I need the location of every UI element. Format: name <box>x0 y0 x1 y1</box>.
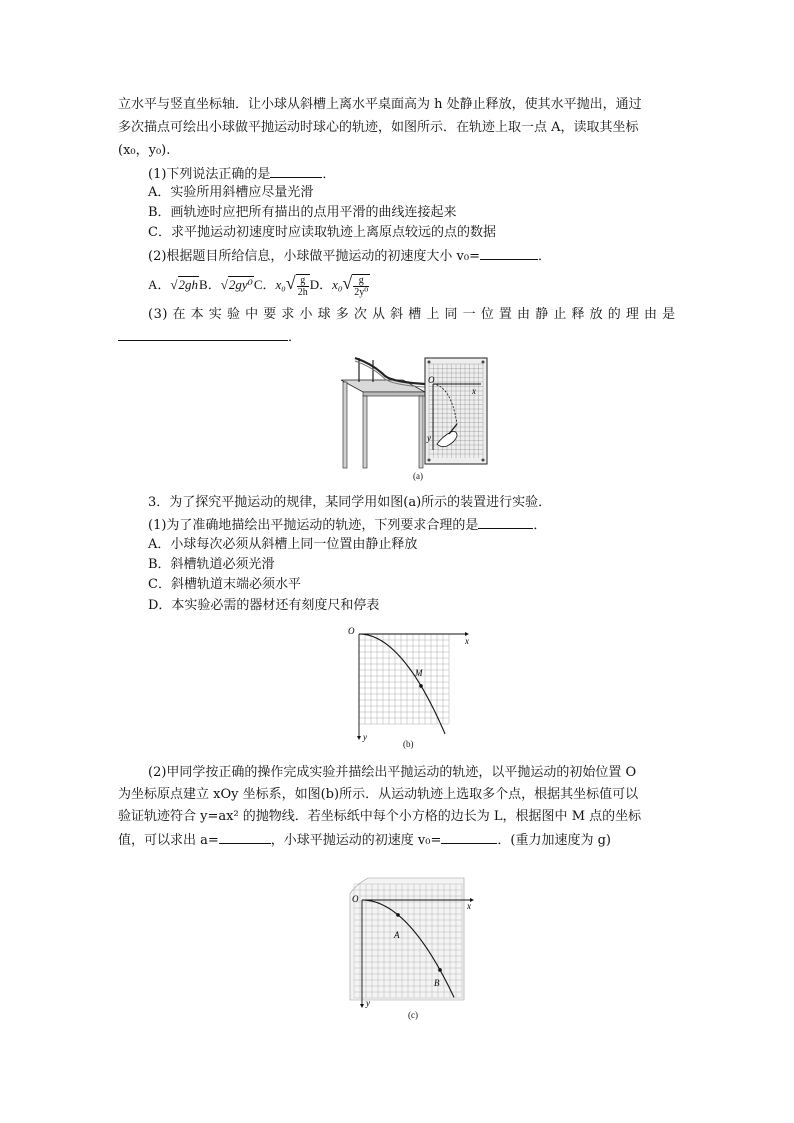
point-M <box>419 684 423 688</box>
y-axis-arrow <box>357 736 361 740</box>
figure-c-trajectory <box>340 876 480 1010</box>
table-leg <box>419 396 423 468</box>
answer-blank[interactable] <box>480 245 538 260</box>
q3-option-a: A．小球每次必须从斜槽上同一位置由静止释放 <box>148 537 418 552</box>
label-O: O <box>428 375 435 385</box>
choice-b-label: B． <box>199 277 221 292</box>
label-O: O <box>348 626 355 636</box>
q2-part1-text: (1)下列说法正确的是 <box>148 167 271 182</box>
answer-blank[interactable] <box>270 163 322 178</box>
board-screw <box>482 361 485 364</box>
q2-part3-end: ． <box>288 330 302 345</box>
q3-part1 <box>148 514 546 536</box>
label-x: x <box>465 636 469 646</box>
frac-den: 2h <box>297 287 308 299</box>
q3-option-c: C．斜槽轨道末端必须水平 <box>148 577 301 592</box>
sqrt-icon: √ <box>342 273 353 293</box>
choice-c-pre: x₀ <box>275 277 286 292</box>
intro-line-3: (x₀，y₀). <box>118 143 171 158</box>
intro-line-2: 多次描点可绘出小球做平抛运动时球心的轨迹，如图所示．在轨迹上取一点 A，读取其坐标 <box>118 120 639 135</box>
q3-part2-a-text: 值，可以求出 a= <box>118 833 219 848</box>
label-O: O <box>352 894 359 904</box>
choice-c-label: C． <box>253 277 276 292</box>
label-B: B <box>434 978 440 988</box>
board-screw <box>482 459 485 462</box>
figure-b-caption: (b) <box>403 739 414 749</box>
label-y: y <box>366 998 370 1008</box>
q2-part2-end: ． <box>538 249 552 264</box>
q2-part3-answer <box>118 326 301 348</box>
choice-a-expr: 2gh <box>178 277 199 292</box>
answer-blank[interactable] <box>441 829 497 844</box>
choice-a-label: A． <box>148 277 171 292</box>
q3-option-b: B．斜槽轨道必须光滑 <box>148 557 275 572</box>
q3-part2-line4 <box>118 829 611 851</box>
choice-d-frac <box>352 274 370 298</box>
q3-part2-line3: 验证轨迹符合 y=ax² 的抛物线．若坐标纸中每个小方格的边长为 L，根据图中 M 点的坐标 <box>118 809 642 824</box>
answer-blank[interactable] <box>219 829 271 844</box>
q3-part2-end: ．(重力加速度为 g) <box>497 833 611 848</box>
sqrt-icon: √ <box>220 277 228 292</box>
choice-c-frac <box>296 274 310 298</box>
q2-part1-end: ． <box>322 167 336 182</box>
label-M: M <box>415 668 423 678</box>
q3-part2-line1: (2)甲同学按正确的操作完成实验并描绘出平抛运动的轨迹，以平抛运动的初始位置 O <box>148 765 637 780</box>
q2-option-c: C．求平抛运动初速度时应读取轨迹上离原点较远的点的数据 <box>148 225 496 240</box>
choice-b-expr: 2gy⁰ <box>228 277 253 292</box>
intro-line-1: 立水平与竖直坐标轴．让小球从斜槽上离水平桌面高为 h 处静止释放，使其水平抛出，通过 <box>118 97 642 112</box>
q2-part2-choices <box>148 270 370 298</box>
answer-blank[interactable] <box>478 514 533 529</box>
q3-part2-v-text: ，小球平抛运动的初速度 v₀= <box>270 833 442 848</box>
figure-a-apparatus <box>333 350 493 470</box>
q3-part1-text: (1)为了准确地描绘出平抛运动的轨迹，下列要求合理的是 <box>148 518 479 533</box>
q3-part1-end: ． <box>533 518 547 533</box>
answer-blank[interactable] <box>118 326 288 341</box>
grid-paper <box>359 634 449 724</box>
q3-stem: 3．为了探究平抛运动的规律，某同学用如图(a)所示的装置进行实验． <box>148 495 552 510</box>
figure-a-caption: (a) <box>413 471 423 481</box>
y-axis-arrow <box>360 1004 364 1008</box>
frac-num: g <box>353 275 369 287</box>
label-x: x <box>467 901 471 911</box>
label-y: y <box>363 732 367 742</box>
table-leg <box>363 396 367 468</box>
board-screw <box>428 361 431 364</box>
point-B <box>438 968 442 972</box>
sqrt-icon: √ <box>170 277 178 292</box>
q2-part2 <box>148 245 551 267</box>
q3-option-d: D．本实验必需的器材还有刻度尺和停表 <box>148 598 380 613</box>
label-A: A <box>394 930 400 940</box>
sqrt-icon: √ <box>285 273 296 293</box>
figure-b-trajectory <box>345 622 475 742</box>
table-leg <box>343 382 347 468</box>
point-A <box>396 913 400 917</box>
trajectory-curve <box>359 634 445 734</box>
choice-d-label: D． <box>309 277 333 292</box>
q2-option-a: A．实验所用斜槽应尽量光滑 <box>148 185 314 200</box>
label-y: y <box>427 433 431 443</box>
table-edge <box>363 392 425 396</box>
figure-c-caption: (c) <box>408 1010 418 1020</box>
q2-part1 <box>148 163 335 185</box>
frac-den: 2y⁰ <box>354 287 369 299</box>
frac-num: g <box>297 275 309 287</box>
q2-option-b: B．画轨迹时应把所有描出的点用平滑的曲线连接起来 <box>148 205 457 220</box>
q2-part3: (3) 在 本 实 验 中 要 求 小 球 多 次 从 斜 槽 上 同 一 位 置 由 静 止 释 放 的 理 由 是 <box>148 307 676 322</box>
board-screw <box>428 459 431 462</box>
q2-part2-text: (2)根据题目所给信息，小球做平抛运动的初速度大小 v₀= <box>148 249 480 264</box>
choice-d-pre: x₀ <box>332 277 343 292</box>
label-x: x <box>472 386 476 396</box>
q3-part2-line2: 为坐标原点建立 xOy 坐标系，如图(b)所示．从运动轨迹上选取多个点，根据其坐标值可以 <box>118 787 639 802</box>
